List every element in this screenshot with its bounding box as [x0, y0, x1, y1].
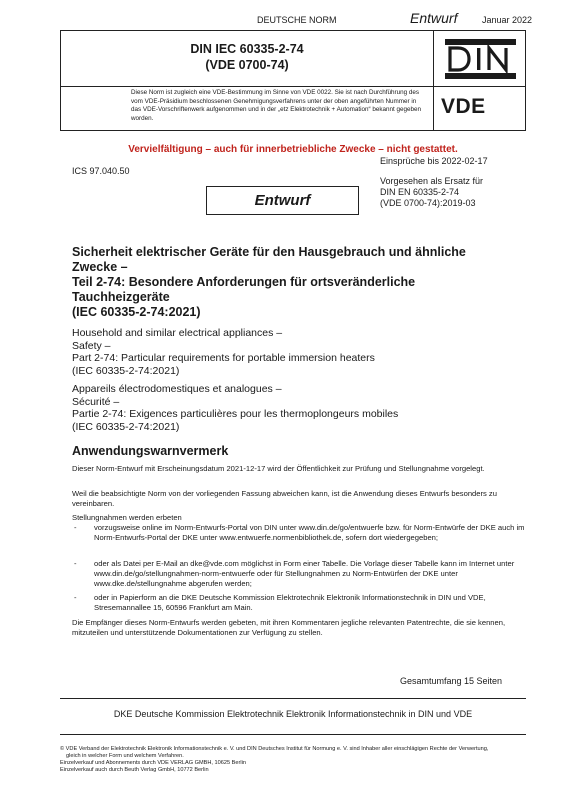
issue-date: Januar 2022 — [482, 15, 533, 25]
copyright-line: Einzelverkauf auch durch Beuth Verlag GmbH, 10772 Berlin — [60, 767, 209, 773]
ics-code: ICS 97.040.50 — [72, 166, 130, 176]
din-number: DIN IEC 60335-2-74 — [190, 42, 304, 56]
title-line: Sécurité – — [72, 395, 120, 408]
copyright-line: © VDE Verband der Elektrotechnik Elektronik Informationstechnik e. V. und DIN Deutsches Institut für Normung e. V. sind Inhaber aller einschlägigen Rechte der Verwertung, — [60, 746, 489, 752]
title-english — [72, 327, 522, 377]
replacement-line: (VDE 0700-74):2019-03 — [380, 198, 476, 208]
vde-number: (VDE 0700-74) — [205, 58, 289, 72]
title-french — [72, 383, 522, 433]
reproduction-notice: Vervielfältigung – auch für innerbetriebliche Zwecke – nicht gestattet. — [128, 144, 458, 155]
draft-stamp: Entwurf — [410, 10, 458, 26]
norm-type-label: DEUTSCHE NORM — [257, 15, 337, 25]
copyright-line: gleich in welcher Form und welchem Verfahren. — [66, 753, 184, 759]
list-item-text: oder in Papierform an die DKE Deutsche Kommission Elektrotechnik Elektronik Informationstechnik in DIN und VDE, Stresemannallee 15, 60596 Frankfurt am Main. — [94, 593, 486, 612]
application-note-paragraph: Weil die beabsichtigte Norm von der vorliegenden Fassung abweichen kann, ist die Anwendung dieses Entwurfs besonders zu vereinbaren. — [72, 489, 497, 508]
footer-divider — [60, 698, 526, 699]
replacement-line: DIN EN 60335-2-74 — [380, 187, 460, 197]
copyright-line: Einzelverkauf und Abonnements durch VDE VERLAG GMBH, 10625 Berlin — [60, 760, 246, 766]
title-line: Part 2-74: Particular requirements for portable immersion heaters — [72, 352, 375, 364]
replacement-info — [380, 176, 483, 209]
title-line: Safety – — [72, 339, 111, 352]
committee-name: DKE Deutsche Kommission Elektrotechnik Elektronik Informationstechnik in DIN und VDE — [113, 709, 473, 719]
total-pages: Gesamtumfang 15 Seiten — [400, 676, 503, 686]
title-line: (IEC 60335-2-74:2021) — [72, 305, 201, 319]
document-header-box — [60, 30, 526, 131]
title-line: Teil 2-74: Besondere Anforderungen für ortsveränderliche — [72, 275, 416, 289]
comments-requested-line: Stellungnahmen werden erbeten — [72, 513, 182, 522]
list-dash: - — [74, 523, 77, 532]
draft-box: Entwurf — [206, 186, 359, 215]
vde-notice: Diese Norm ist zugleich eine VDE-Bestimmung im Sinne von VDE 0022. Sie ist nach Durchführung des vom VDE-Präsidium beschlossenen Genehmigungsverfahrens unter der oben angeführten Nummer in das VDE-Vorschriftenwerk aufgenommen und in der „etz Elektrotechnik + Automation“ bekannt gegeben worden. — [131, 89, 421, 122]
document-identifier — [61, 41, 433, 73]
title-german — [72, 245, 522, 320]
title-line: Household and similar electrical appliances – — [72, 327, 283, 339]
title-line: Appareils électrodomestiques et analogues – — [72, 383, 282, 395]
copyright-block — [60, 746, 530, 774]
din-logo — [444, 38, 517, 80]
patent-notice-paragraph: Die Empfänger dieses Norm-Entwurfs werden gebeten, mit ihren Kommentaren jegliche relevanten Patentrechte, die sie kennen, mitzuteilen und unterstützende Dokumentationen zur Verfügung zu stellen. — [72, 618, 506, 637]
list-dash: - — [74, 559, 77, 568]
application-note-heading: Anwendungswarnvermerk — [72, 444, 229, 458]
replacement-line: Vorgesehen als Ersatz für — [380, 176, 484, 186]
footer-divider — [60, 734, 526, 735]
vde-logo: VDE — [441, 95, 486, 118]
title-line: Tauchheizgeräte — [72, 290, 170, 304]
list-item-text: oder als Datei per E-Mail an dke@vde.com möglichst in Form einer Tabelle. Die Vorlage dieser Tabelle kann im Internet unter www.din.de/go/stellungnahmen-norm-entwuerfe oder für Stellungnahmen zu Norm-Entwürfen der DKE unter www.dke.de/stellungnahme abgerufen werden; — [94, 559, 515, 588]
header-box-divider-horizontal — [61, 86, 525, 87]
title-line: Sicherheit elektrischer Geräte für den Hausgebrauch und ähnliche — [72, 245, 466, 259]
list-dash: - — [74, 593, 77, 602]
title-line: (IEC 60335-2-74:2021) — [72, 420, 180, 433]
title-line: Zwecke – — [72, 260, 128, 274]
title-line: (IEC 60335-2-74:2021) — [72, 364, 180, 377]
list-item-text: vorzugsweise online im Norm-Entwurfs-Portal von DIN unter www.din.de/go/entwuerfe bzw. für Norm-Entwürfe der DKE auch im Norm-Entwurfs-Portal der DKE unter www.entwuerfe.normenbibliothek.de, sofern dort wiedergegeben; — [94, 523, 525, 542]
title-line: Partie 2-74: Exigences particulières pour les thermoplongeurs mobiles — [72, 408, 399, 420]
objection-deadline: Einsprüche bis 2022-02-17 — [380, 156, 488, 166]
header-box-divider-vertical — [433, 31, 434, 130]
application-note-paragraph: Dieser Norm-Entwurf mit Erscheinungsdatum 2021-12-17 wird der Öffentlichkeit zur Prüfung und Stellungnahme vorgelegt. — [72, 464, 485, 473]
